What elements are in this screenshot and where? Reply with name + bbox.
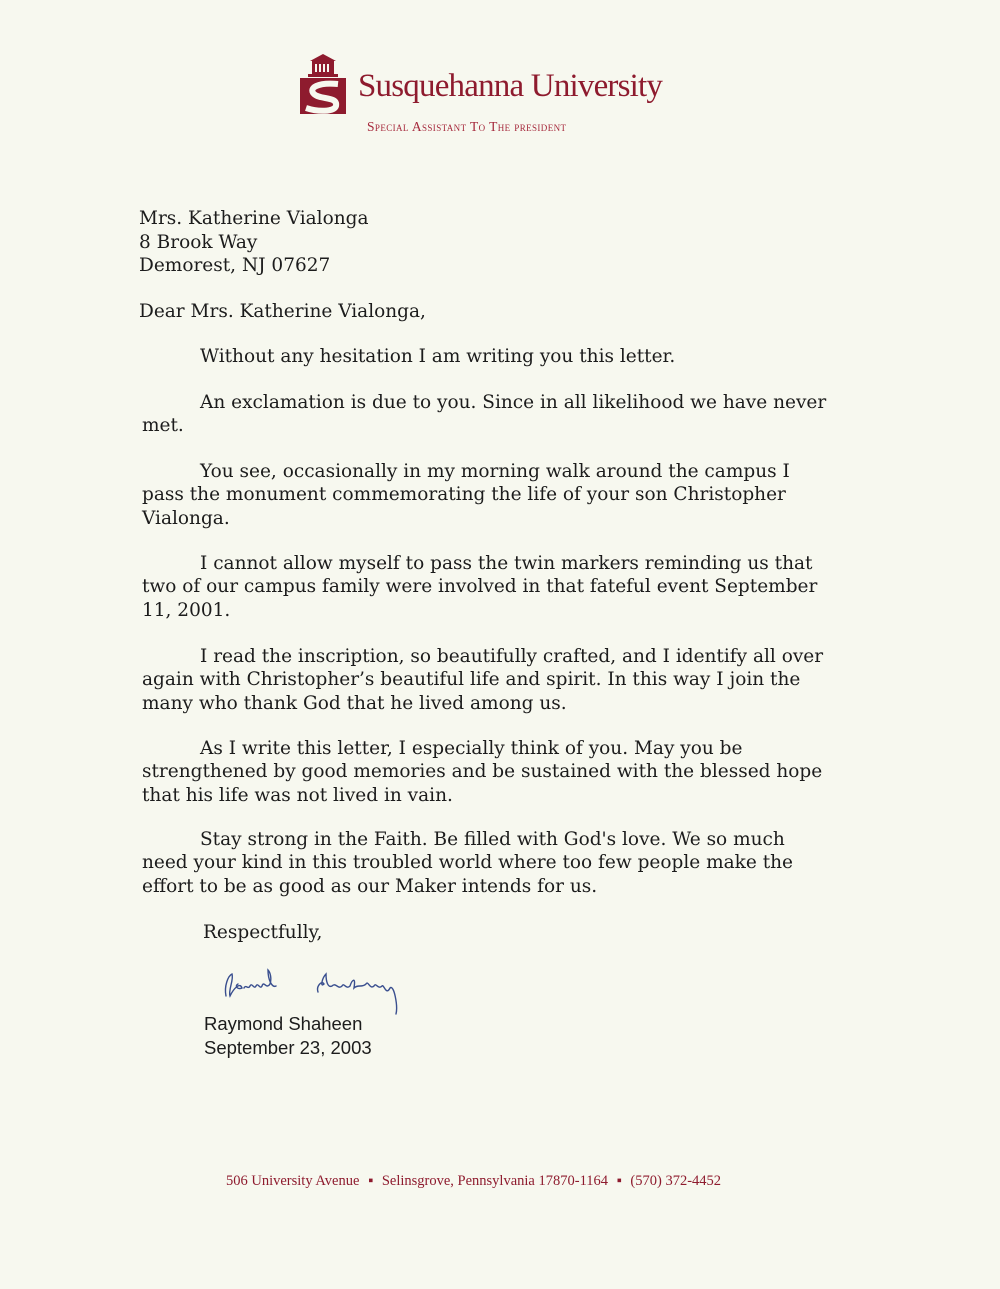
footer-separator: ▪ bbox=[616, 1173, 622, 1189]
paragraph-4: I cannot allow myself to pass the twin markers reminding us that two of our campus family were involved in that fateful event September 11, 2001. bbox=[142, 553, 818, 621]
paragraph-2: An exclamation is due to you. Since in all likelihood we have never met. bbox=[142, 392, 827, 437]
paragraph-7: Stay strong in the Faith. Be filled with God's love. We so much need your kind in this troubled world where too few people make the effort to be as good as our Maker intends for us. bbox=[142, 829, 793, 897]
footer-phone: (570) 372-4452 bbox=[630, 1173, 722, 1189]
footer-street: 506 University Avenue bbox=[226, 1173, 360, 1189]
paragraph-6: As I write this letter, I especially think of you. May you be strengthened by good memories and be sustained with the blessed hope that his life was not lived in vain. bbox=[142, 738, 823, 806]
university-name: Susquehanna University bbox=[358, 68, 663, 104]
university-logo-icon bbox=[298, 54, 348, 116]
recipient-name: Mrs. Katherine Vialonga bbox=[139, 208, 369, 229]
paragraph-3: You see, occasionally in my morning walk around the campus I pass the monument commemorating the life of your son Christopher Vialonga. bbox=[142, 461, 790, 529]
paragraph-5: I read the inscription, so beautifully crafted, and I identify all over again with Christopher’s beautiful life and spirit. In this way I join the many who thank God that he lived among us. bbox=[142, 646, 824, 714]
letter-date: September 23, 2003 bbox=[204, 1037, 372, 1058]
footer-city: Selinsgrove, Pennsylvania 17870-1164 bbox=[381, 1173, 609, 1189]
office-title: Special Assistant To The president bbox=[367, 119, 567, 134]
recipient-city: Demorest, NJ 07627 bbox=[139, 255, 331, 276]
typed-signer-name: Raymond Shaheen bbox=[204, 1013, 363, 1034]
recipient-street: 8 Brook Way bbox=[139, 232, 258, 253]
footer-address bbox=[226, 1173, 721, 1190]
paragraph-1: Without any hesitation I am writing you this letter. bbox=[200, 346, 676, 367]
footer-separator: ▪ bbox=[368, 1173, 374, 1189]
closing: Respectfully, bbox=[203, 922, 323, 943]
salutation: Dear Mrs. Katherine Vialonga, bbox=[139, 301, 426, 322]
